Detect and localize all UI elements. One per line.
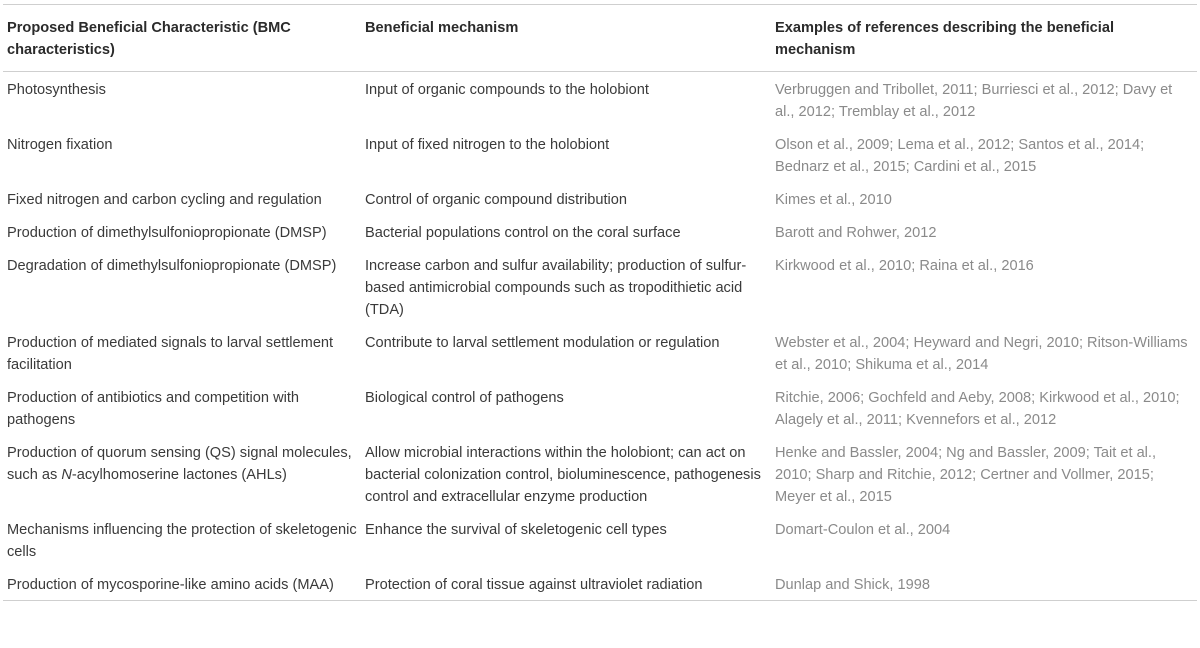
table-row (3, 567, 1197, 601)
table-row (3, 248, 1197, 325)
cell-references: Kimes et al., 2010 (775, 192, 892, 208)
cell-mechanism: Enhance the survival of skeletogenic cell types (365, 522, 667, 538)
cell-mechanism: Allow microbial interactions within the holobiont; can act on bacterial colonization control, bioluminescence, pathogenesis control and extracellular enzyme production (365, 445, 761, 505)
header-references: Examples of references describing the beneficial mechanism (775, 20, 1115, 58)
cell-characteristic: Mechanisms influencing the protection of skeletogenic cells (7, 522, 357, 560)
cell-characteristic: Production of antibiotics and competition with pathogens (7, 390, 300, 428)
cell-references: Kirkwood et al., 2010; Raina et al., 2016 (775, 258, 1034, 274)
header-mechanism: Beneficial mechanism (365, 20, 519, 36)
cell-mechanism: Biological control of pathogens (365, 390, 564, 406)
cell-characteristic-post: -acylhomoserine lactones (AHLs) (71, 467, 287, 483)
cell-characteristic-pre: Production of quorum sensing (QS) signal molecules, such as (7, 445, 352, 483)
table-row (3, 325, 1197, 380)
cell-mechanism: Protection of coral tissue against ultraviolet radiation (365, 577, 703, 593)
table-row (3, 72, 1197, 128)
cell-references: Webster et al., 2004; Heyward and Negri, 2010; Ritson-Williams et al., 2010; Shikuma et al., 2014 (775, 335, 1188, 373)
cell-mechanism: Input of organic compounds to the holobiont (365, 82, 649, 98)
cell-characteristic-italic: N (61, 467, 72, 483)
cell-characteristic: Photosynthesis (7, 82, 106, 98)
table-header (3, 5, 1197, 72)
cell-characteristic: Production of dimethylsulfoniopropionate (DMSP) (7, 225, 327, 241)
cell-characteristic: Production of mycosporine-like amino acids (MAA) (7, 577, 334, 593)
bmc-table-container (3, 4, 1197, 601)
table-row (3, 182, 1197, 215)
header-row (3, 5, 1197, 72)
cell-references: Verbruggen and Tribollet, 2011; Burriesci et al., 2012; Davy et al., 2012; Tremblay et al., 2012 (775, 82, 1173, 120)
cell-characteristic (3, 435, 361, 512)
bmc-table (3, 4, 1197, 601)
table-row (3, 127, 1197, 182)
table-row (3, 215, 1197, 248)
cell-mechanism: Contribute to larval settlement modulation or regulation (365, 335, 720, 351)
cell-references: Henke and Bassler, 2004; Ng and Bassler, 2009; Tait et al., 2010; Sharp and Ritchie, 2012; Certner and Vollmer, 2015; Meyer et al., 2015 (775, 445, 1157, 505)
cell-references: Barott and Rohwer, 2012 (775, 225, 937, 241)
cell-references: Domart-Coulon et al., 2004 (775, 522, 951, 538)
cell-characteristic: Degradation of dimethylsulfoniopropionate (DMSP) (7, 258, 337, 274)
cell-characteristic: Nitrogen fixation (7, 137, 113, 153)
header-characteristic: Proposed Beneficial Characteristic (BMC characteristics) (7, 20, 291, 58)
table-body (3, 72, 1197, 601)
cell-mechanism: Bacterial populations control on the coral surface (365, 225, 681, 241)
cell-references: Olson et al., 2009; Lema et al., 2012; Santos et al., 2014; Bednarz et al., 2015; Cardini et al., 2015 (775, 137, 1145, 175)
cell-references: Ritchie, 2006; Gochfeld and Aeby, 2008; Kirkwood et al., 2010; Alagely et al., 2011; Kvennefors et al., 2012 (775, 390, 1180, 428)
table-row (3, 380, 1197, 435)
cell-characteristic: Production of mediated signals to larval settlement facilitation (7, 335, 334, 373)
cell-mechanism: Control of organic compound distribution (365, 192, 628, 208)
cell-mechanism: Input of fixed nitrogen to the holobiont (365, 137, 610, 153)
table-row (3, 435, 1197, 512)
cell-characteristic: Fixed nitrogen and carbon cycling and regulation (7, 192, 322, 208)
table-row (3, 512, 1197, 567)
cell-mechanism: Increase carbon and sulfur availability; production of sulfur-based antimicrobial compounds such as tropodithietic acid (TDA) (365, 258, 747, 318)
cell-references: Dunlap and Shick, 1998 (775, 577, 930, 593)
